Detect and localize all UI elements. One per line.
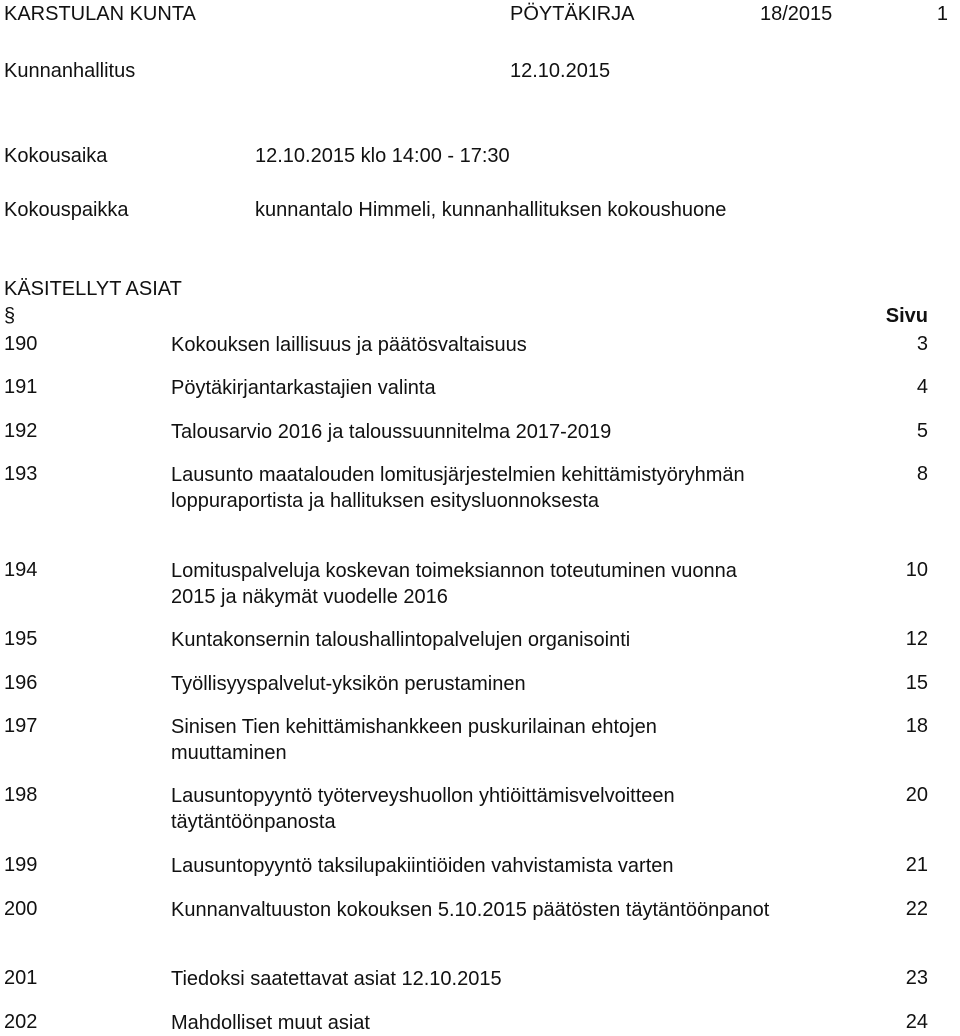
agenda-item-number: 192 [4,420,38,442]
page-number: 1 [936,3,948,25]
agenda-item-page: 5 [916,420,928,442]
agenda-item-number: 196 [4,672,38,694]
meeting-place-value: kunnantalo Himmeli, kunnanhallituksen kokoushuone [255,199,727,221]
agenda-item-title: Kokouksen laillisuus ja päätösvaltaisuus [171,334,527,356]
agenda-item-title: Kuntakonsernin taloushallintopalvelujen organisointi [171,629,631,651]
agenda-item-page: 18 [905,715,928,737]
agenda-item-page: 4 [916,376,928,398]
section-symbol-text: § [4,305,16,327]
agenda-item-page: 23 [905,967,928,989]
agenda-item-page: 10 [905,559,928,581]
agenda-item-title: Työllisyyspalvelut-yksikön perustaminen [171,673,526,695]
agenda-item-number: 190 [4,333,38,355]
agenda-item-title: Tiedoksi saatettavat asiat 12.10.2015 [171,968,502,990]
agenda-item-number: 199 [4,854,38,876]
governing-body: Kunnanhallitus [4,60,136,82]
document-date: 12.10.2015 [510,60,611,82]
agenda-item-page: 24 [905,1011,928,1033]
meeting-time-value: 12.10.2015 klo 14:00 - 17:30 [255,145,510,167]
agenda-item-page: 3 [916,333,928,355]
agenda-item-page: 15 [905,672,928,694]
agenda-item-page: 20 [905,784,928,806]
agenda-item-number: 202 [4,1011,38,1033]
agenda-item-title: Lausuntopyyntö taksilupakiintiöiden vahvistamista varten [171,855,674,877]
agenda-item-number: 201 [4,967,38,989]
agenda-item-number: 194 [4,559,38,581]
agenda-item-page: 21 [905,854,928,876]
document-number: 18/2015 [760,3,833,25]
section-symbol [4,304,24,332]
agenda-item-title: Sinisen Tien kehittämishankkeen puskurilainan ehtojen muuttaminen [171,716,657,764]
agenda-item-title: Kunnanvaltuuston kokouksen 5.10.2015 päätösten täytäntöönpanot [171,899,770,921]
meeting-time-label: Kokousaika [4,145,108,167]
agenda-item-title: Talousarvio 2016 ja taloussuunnitelma 2017-2019 [171,421,612,443]
document-type: PÖYTÄKIRJA [510,3,635,25]
agenda-item-number: 191 [4,376,38,398]
agenda-item-number: 197 [4,715,38,737]
agenda-item-title: Lausunto maatalouden lomitusjärjestelmien kehittämistyöryhmän loppuraportista ja hallituksen esitysluonnoksesta [171,464,745,512]
agenda-item-title: Mahdolliset muut asiat [171,1012,370,1034]
organization-name: KARSTULAN KUNTA [4,3,196,25]
agenda-item-number: 193 [4,463,38,485]
agenda-item-number: 195 [4,628,38,650]
meeting-place-label: Kokouspaikka [4,199,129,221]
page-column-header: Sivu [885,305,928,327]
agenda-item-title: Lomituspalveluja koskevan toimeksiannon toteutuminen vuonna 2015 ja näkymät vuodelle 2016 [171,560,737,608]
agenda-item-number: 198 [4,784,38,806]
agenda-item-page: 22 [905,898,928,920]
agenda-item-page: 8 [916,463,928,485]
agenda-title: KÄSITELLYT ASIAT [4,278,182,300]
agenda-item-title: Lausuntopyyntö työterveyshuollon yhtiöittämisvelvoitteen täytäntöönpanosta [171,785,675,833]
agenda-item-page: 12 [905,628,928,650]
agenda-item-number: 200 [4,898,38,920]
agenda-item-title: Pöytäkirjantarkastajien valinta [171,377,436,399]
